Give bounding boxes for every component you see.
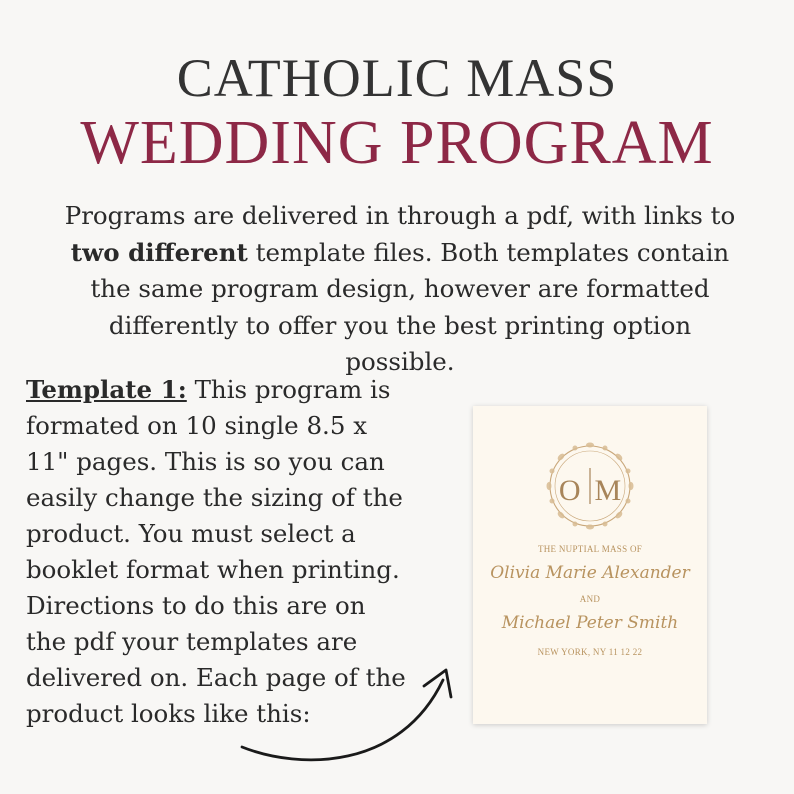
bride-name: Olivia Marie Alexander: [490, 563, 690, 583]
monogram-right: M: [594, 474, 622, 507]
intro-bold-text: two different: [70, 237, 248, 267]
location-date: NEW YORK, NY 11 12 22: [537, 647, 643, 657]
intro-text-before: Programs are delivered in through a pdf, with links to: [64, 201, 736, 230]
intro-text-after: template files. Both templates contain the same program design, however are formatted differently to offer you the best printing option possible.: [90, 237, 730, 376]
template-1-label: Template 1:: [26, 375, 187, 404]
title-line-1: CATHOLIC MASS: [176, 48, 618, 108]
monogram-left: O: [558, 474, 581, 507]
title-line-2: WEDDING PROGRAM: [80, 109, 714, 177]
nuptial-mass-subtitle: THE NUPTIAL MASS OF: [537, 544, 643, 554]
and-label: AND: [579, 594, 601, 604]
groom-name: Michael Peter Smith: [501, 613, 679, 633]
template-1-text: This program is formated on 10 single 8.5 x 11" pages. This is so you can easily change the sizing of the product. You must select a booklet format when printing. Directions to do this are on the pdf your templates are delivered on. Each page of the product looks like this:: [26, 375, 406, 728]
